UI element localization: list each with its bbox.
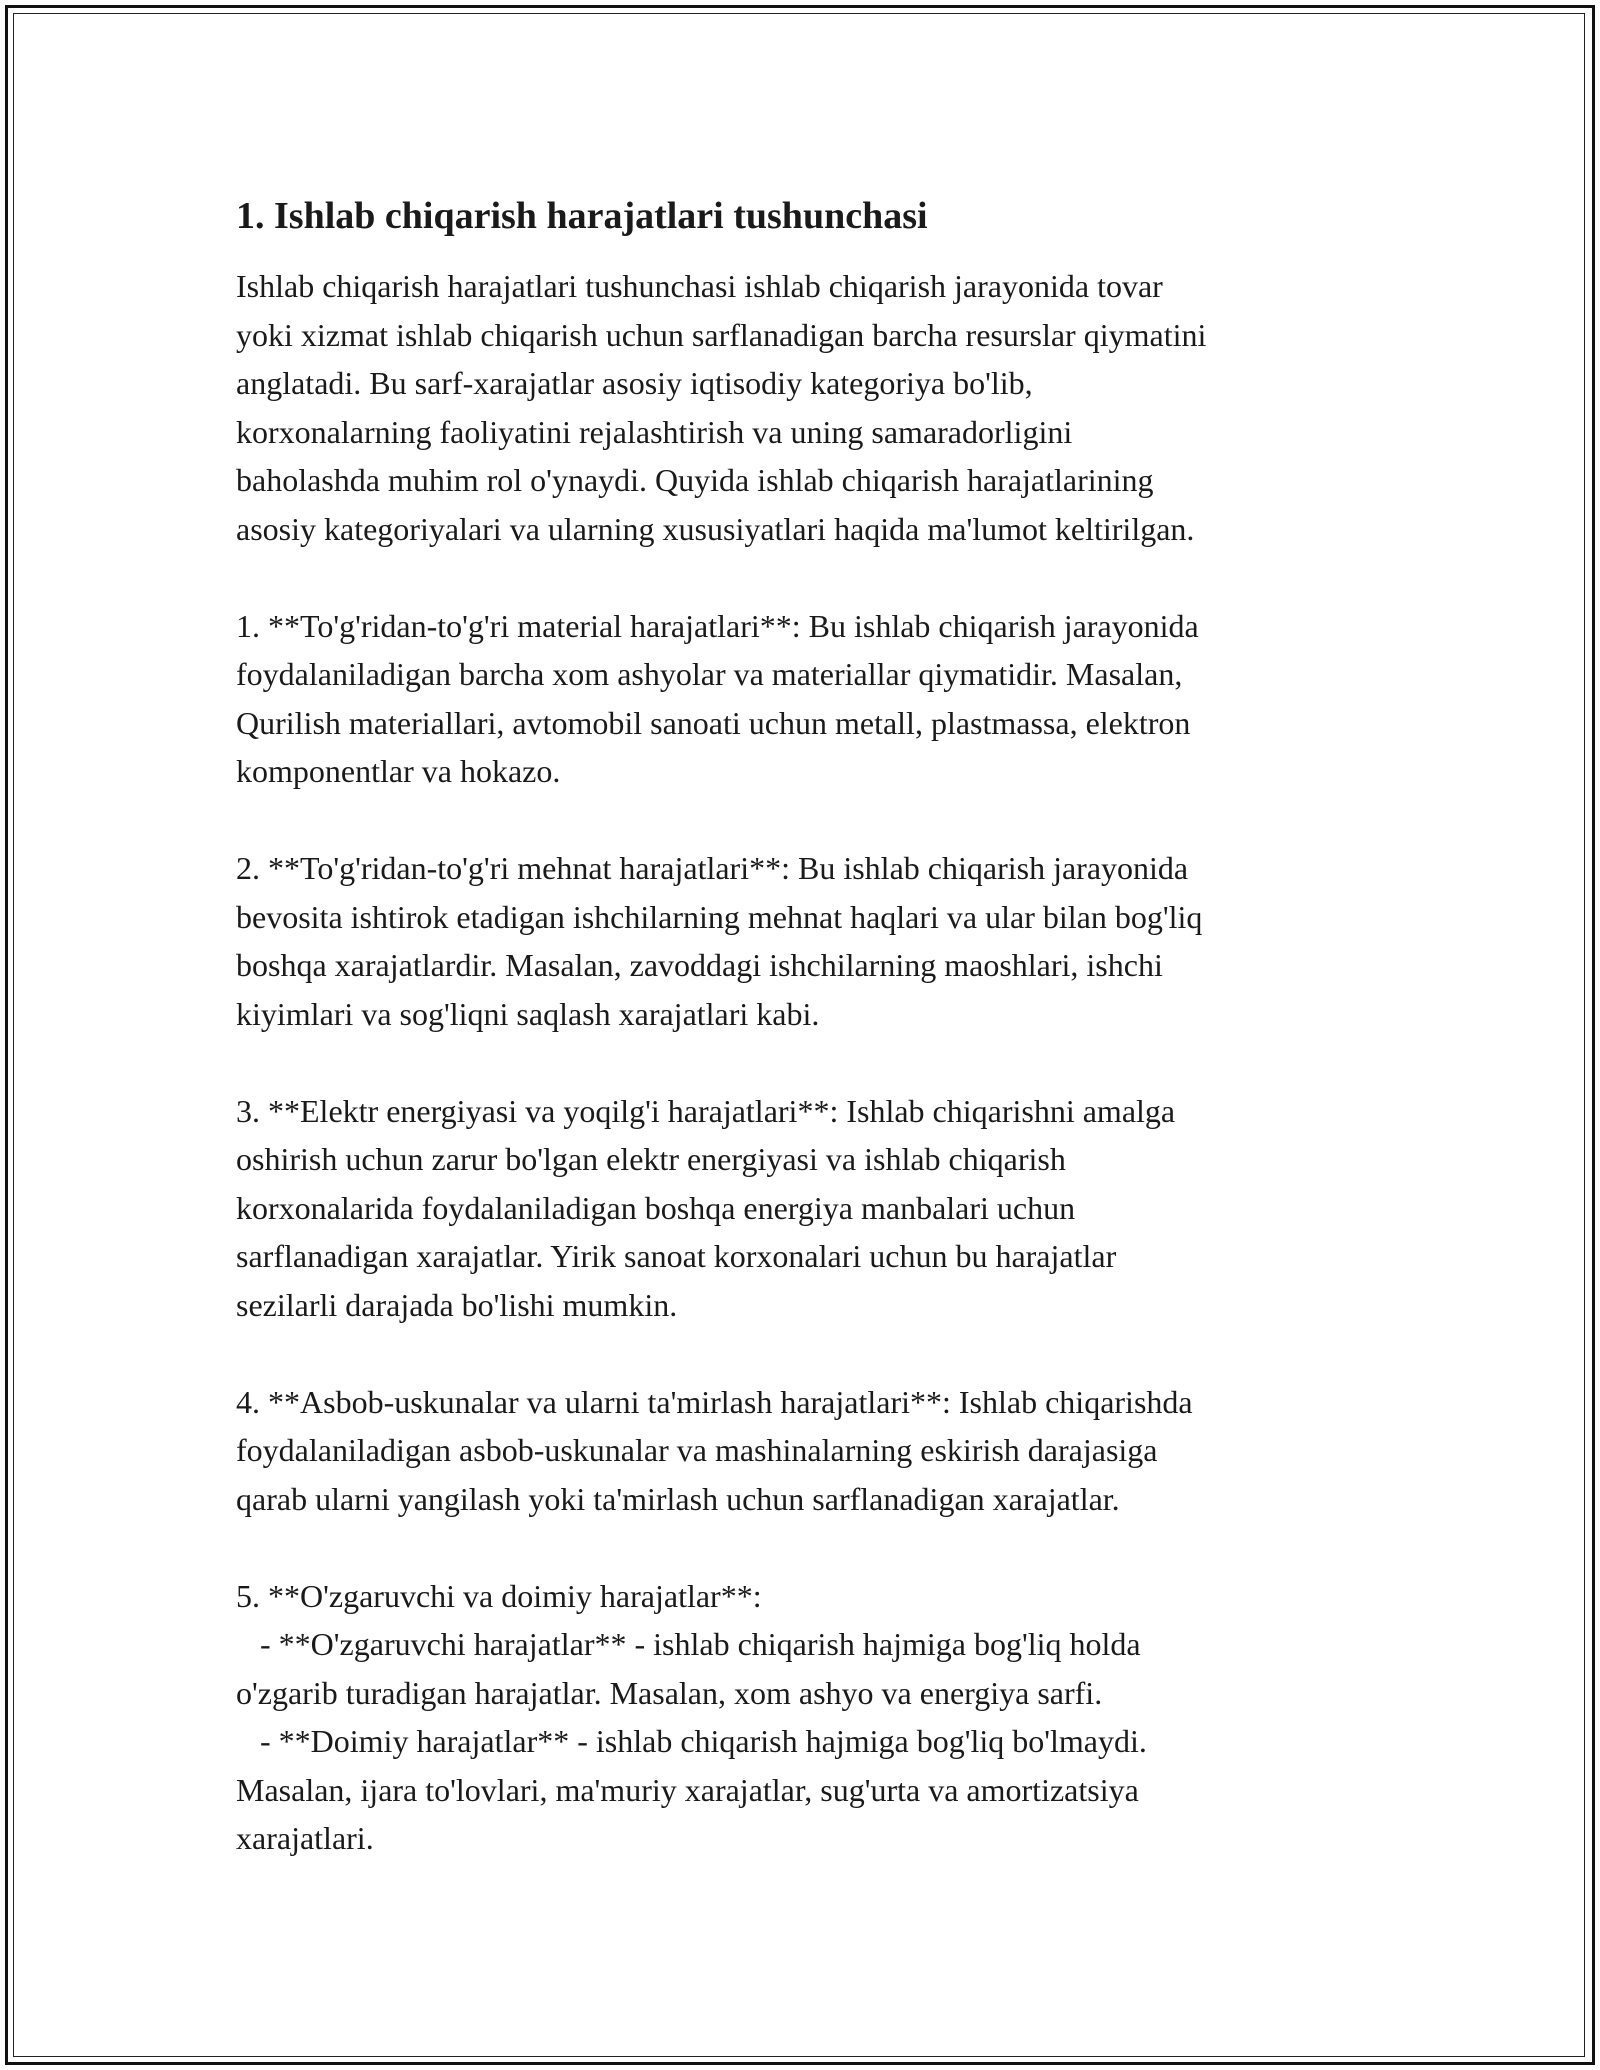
document-title: 1. Ishlab chiqarish harajatlari tushunchasi (236, 195, 928, 237)
item-labor-costs: 2. **To'g'ridan-to'g'ri mehnat harajatlari**: Bu ishlab chiqarish jarayonida bevosita ishtirok etadigan ishchilarning mehnat haqlari va ular bilan bog'liq boshqa xarajatlardir. Masalan, zavoddagi ishchilarning maoshlari, ishchi kiyimlari va sog'liqni saqlash xarajatlari kabi. (236, 850, 1203, 1032)
intro-paragraph: Ishlab chiqarish harajatlari tushunchasi ishlab chiqarish jarayonida tovar yoki xizmat ishlab chiqarish uchun sarflanadigan barcha resurslar qiymatini anglatadi. Bu sarf-xarajatlar asosiy iqtisodiy kategoriya bo'lib, korxonalarning faoliyatini rejalashtirish va uning samaradorligini baholashda muhim rol o'ynaydi. Quyida ishlab chiqarish harajatlarining asosiy kategoriyalari va ularning xususiyatlari haqida ma'lumot keltirilgan. (236, 268, 1207, 547)
item-energy-costs: 3. **Elektr energiyasi va yoqilg'i harajatlari**: Ishlab chiqarishni amalga oshirish uchun zarur bo'lgan elektr energiyasi va ishlab chiqarish korxonalarida foydalaniladigan boshqa energiya manbalari uchun sarflanadigan xarajatlar. Yirik sanoat korxonalari uchun bu harajatlar sezilarli darajada bo'lishi mumkin. (236, 1092, 1176, 1323)
item-material-costs: 1. **To'g'ridan-to'g'ri material harajatlari**: Bu ishlab chiqarish jarayonida foydalaniladigan barcha xom ashyolar va materiallar qiymatidir. Masalan, Qurilish materiallari, avtomobil sanoati uchun metall, plastmassa, elektron komponentlar va hokazo. (236, 607, 1199, 789)
document-body (236, 188, 1376, 1863)
item-equipment-costs: 4. **Asbob-uskunalar va ularni ta'mirlash harajatlari**: Ishlab chiqarishda foydalaniladigan asbob-uskunalar va mashinalarning eskirish darajasiga qarab ularni yangilash yoki ta'mirlash uchun sarflanadigan xarajatlar. (236, 1383, 1193, 1517)
item-variable-fixed-costs: 5. **O'zgaruvchi va doimiy harajatlar**: - **O'zgaruvchi harajatlar** - ishlab chiqarish hajmiga bog'liq holda o'zgarib turadigan harajatlar. Masalan, xom ashyo va energiya sarfi. - **Doimiy harajatlar** - ishlab chiqarish hajmiga bog'liq bo'lmaydi. Masalan, ijara to'lovlari, ma'muriy xarajatlar, sug'urta va amortizatsiya xarajatlari. (236, 1577, 1147, 1856)
